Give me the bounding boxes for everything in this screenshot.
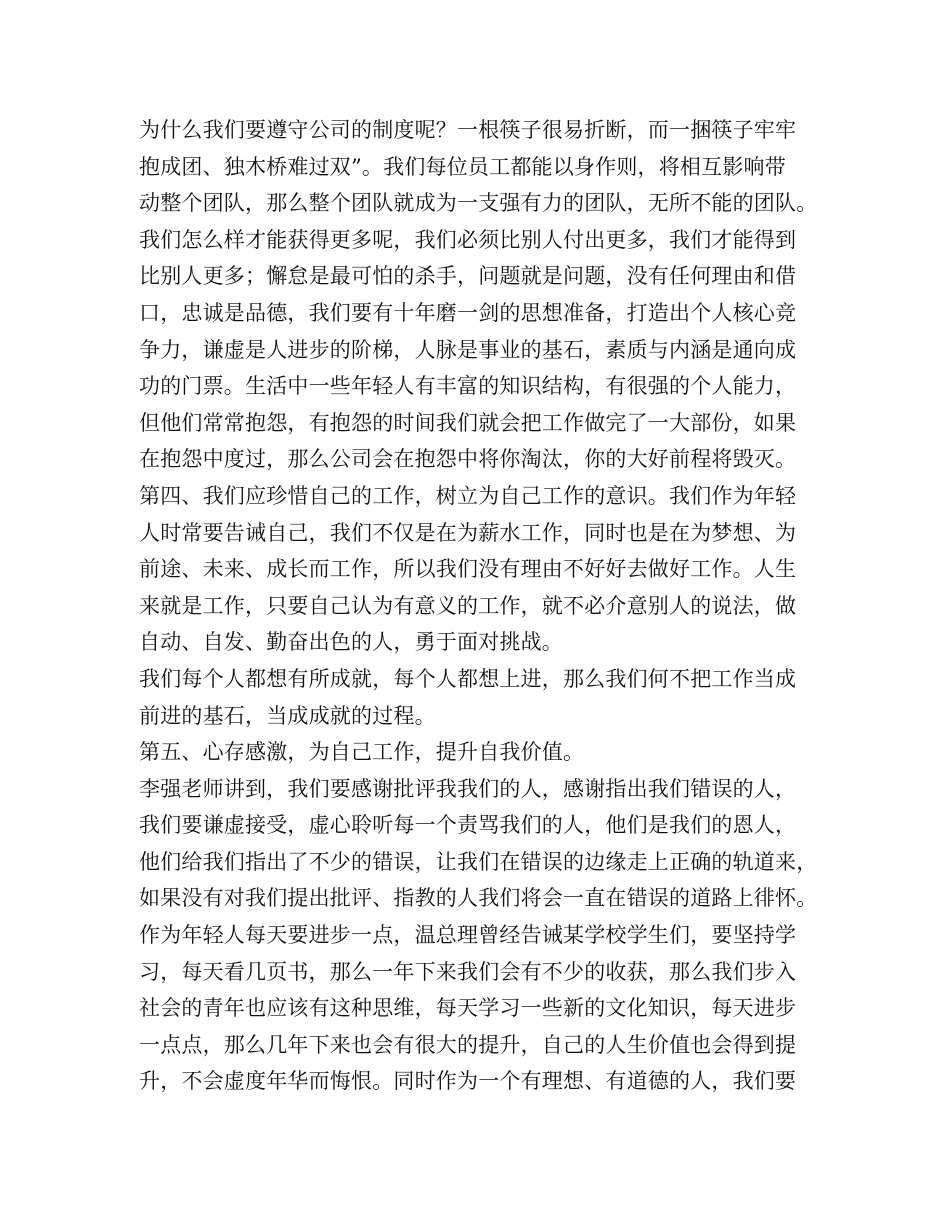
text-line: 如果没有对我们提出批评、指教的人我们将会一直在错误的道路上徘怀。 xyxy=(139,886,818,911)
text-line: 功的门票。生活中一些年轻人有丰富的知识结构，有很强的个人能力， xyxy=(139,374,797,399)
text-line: 但他们常常抱怨，有抱怨的时间我们就会把工作做完了一大部份，如果 xyxy=(139,410,797,435)
text-line: 抱成团、独木桥难过双”。我们每位员工都能以身作则，将相互影响带 xyxy=(139,154,786,179)
text-line: 李强老师讲到，我们要感谢批评我我们的人，感谢指出我们错误的人， xyxy=(139,776,797,801)
text-line: 比别人更多；懈怠是最可怕的杀手，问题就是问题，没有任何理由和借 xyxy=(139,264,797,289)
text-line: 动整个团队，那么整个团队就成为一支强有力的团队，无所不能的团队。 xyxy=(139,191,818,216)
text-line: 前进的基石，当成成就的过程。 xyxy=(139,703,436,728)
text-line: 前途、未来、成长而工作，所以我们没有理由不好好去做好工作。人生 xyxy=(139,557,797,582)
text-line: 自动、自发、勤奋出色的人，勇于面对挑战。 xyxy=(139,630,563,655)
body-text xyxy=(139,112,839,1100)
text-line: 在抱怨中度过，那么公司会在抱怨中将你淘汰，你的大好前程将毁灭。 xyxy=(139,447,797,472)
text-line: 升，不会虚度年华而悔恨。同时作为一个有理想、有道德的人，我们要 xyxy=(139,1069,797,1094)
text-line: 一点点，那么几年下来也会有很大的提升，自己的人生价值也会得到提 xyxy=(139,1032,797,1057)
text-line: 我们要谦虚接受，虚心聆听每一个责骂我们的人，他们是我们的恩人， xyxy=(139,813,797,838)
text-line: 争力，谦虚是人进步的阶梯，人脉是事业的基石，素质与内涵是通向成 xyxy=(139,337,797,362)
text-line: 人时常要告诫自己，我们不仅是在为薪水工作，同时也是在为梦想、为 xyxy=(139,520,797,545)
text-line: 我们怎么样才能获得更多呢，我们必须比别人付出更多，我们才能得到 xyxy=(139,227,797,252)
text-line: 作为年轻人每天要进步一点，温总理曾经告诫某学校学生们，要坚持学 xyxy=(139,923,797,948)
text-line: 我们每个人都想有所成就，每个人都想上进，那么我们何不把工作当成 xyxy=(139,666,797,691)
text-line: 社会的青年也应该有这种思维，每天学习一些新的文化知识，每天进步 xyxy=(139,996,797,1021)
text-line: 第四、我们应珍惜自己的工作，树立为自己工作的意识。我们作为年轻 xyxy=(139,483,797,508)
text-line: 为什么我们要遵守公司的制度呢？一根筷子很易折断，而一捆筷子牢牢 xyxy=(139,118,797,142)
text-line: 来就是工作，只要自己认为有意义的工作，就不必介意别人的说法，做 xyxy=(139,593,797,618)
text-line: 习，每天看几页书，那么一年下来我们会有不少的收获，那么我们步入 xyxy=(139,959,797,984)
text-line: 第五、心存感激，为自己工作，提升自我价值。 xyxy=(139,740,585,765)
text-line: 他们给我们指出了不少的错误，让我们在错误的边缘走上正确的轨道来， xyxy=(139,849,818,874)
text-line: 口，忠诚是品德，我们要有十年磨一剑的思想准备，打造出个人核心竞 xyxy=(139,300,797,325)
